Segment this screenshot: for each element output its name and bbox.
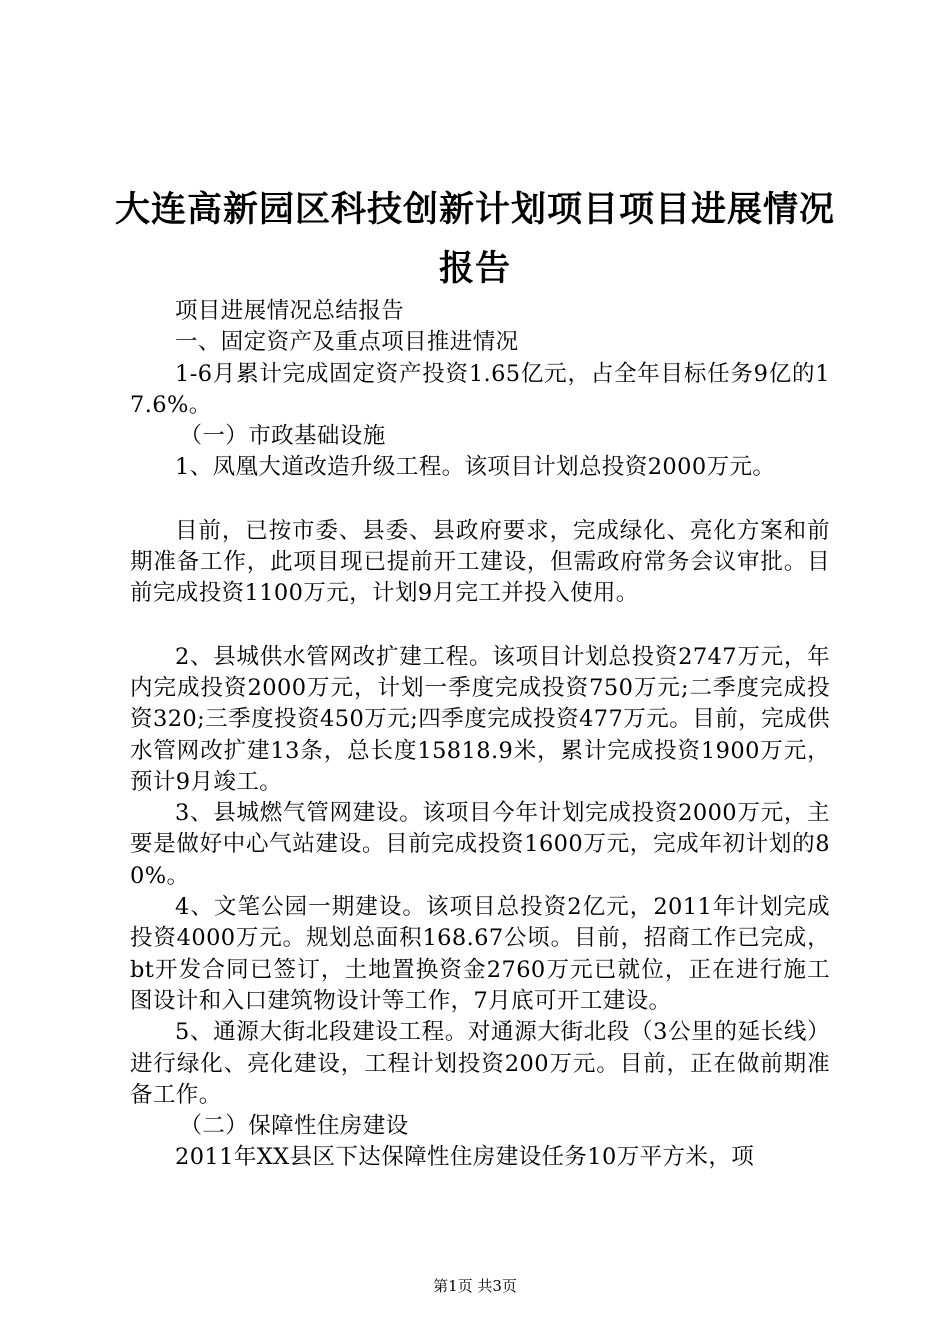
paragraph-item-3: 3、县城燃气管网建设。该项目今年计划完成投资2000万元，主要是做好中心气站建设。目前完成投资1600万元，完成年初计划的80%。 — [130, 800, 830, 889]
paragraph-item-1: 1、凤凰大道改造升级工程。该项目计划总投资2000万元。 — [175, 454, 776, 481]
paragraph-item-4: 4、文笔公园一期建设。该项目总投资2亿元，2011年计划完成投资4000万元。规划总面积168.67公顷。目前，招商工作已完成，bt开发合同已签订，土地置换资金2760万元已就位，正在进行施工图设计和入口建筑物设计等工作，7月底可开工建设。 — [130, 894, 830, 1014]
page-number-footer: 第1页 共3页 — [433, 1277, 517, 1295]
paragraph-item-5: 5、通源大街北段建设工程。对通源大街北段（3公里的延长线）进行绿化、亮化建设，工程计划投资200万元。目前，正在做前期准备工作。 — [130, 1019, 830, 1108]
document-title-line-1: 大连高新园区科技创新计划项目项目进展情况 — [114, 189, 835, 230]
paragraph-municipal-heading: （一）市政基础设施 — [179, 423, 386, 450]
document-title-line-2: 报告 — [438, 248, 511, 289]
paragraph-section-1-heading: 一、固定资产及重点项目推进情况 — [175, 329, 519, 356]
paragraph-report-heading: 项目进展情况总结报告 — [175, 298, 405, 324]
document-body — [130, 296, 830, 1174]
paragraph-housing-text: 2011年XX县区下达保障性住房建设任务10万平方米，项 — [175, 1144, 755, 1171]
paragraph-item-2: 2、县城供水管网改扩建工程。该项目计划总投资2747万元，年内完成投资2000万元，计划一季度完成投资750万元;二季度完成投资320;三季度投资450万元;四季度完成投资477万元。目前，完成供水管网改扩建13条，总长度15818.9米，累计完成投资1900万元，预计9月竣工。 — [130, 643, 830, 795]
paragraph-housing-heading: （二）保障性住房建设 — [179, 1113, 409, 1140]
paragraph-item-1-progress: 目前，已按市委、县委、县政府要求，完成绿化、亮化方案和前期准备工作，此项目现已提前开工建设，但需政府常务会议审批。目前完成投资1100万元，计划9月完工并投入使用。 — [130, 517, 830, 607]
paragraph-investment-summary: 1-6月累计完成固定资产投资1.65亿元，占全年目标任务9亿的17.6%。 — [130, 360, 830, 418]
